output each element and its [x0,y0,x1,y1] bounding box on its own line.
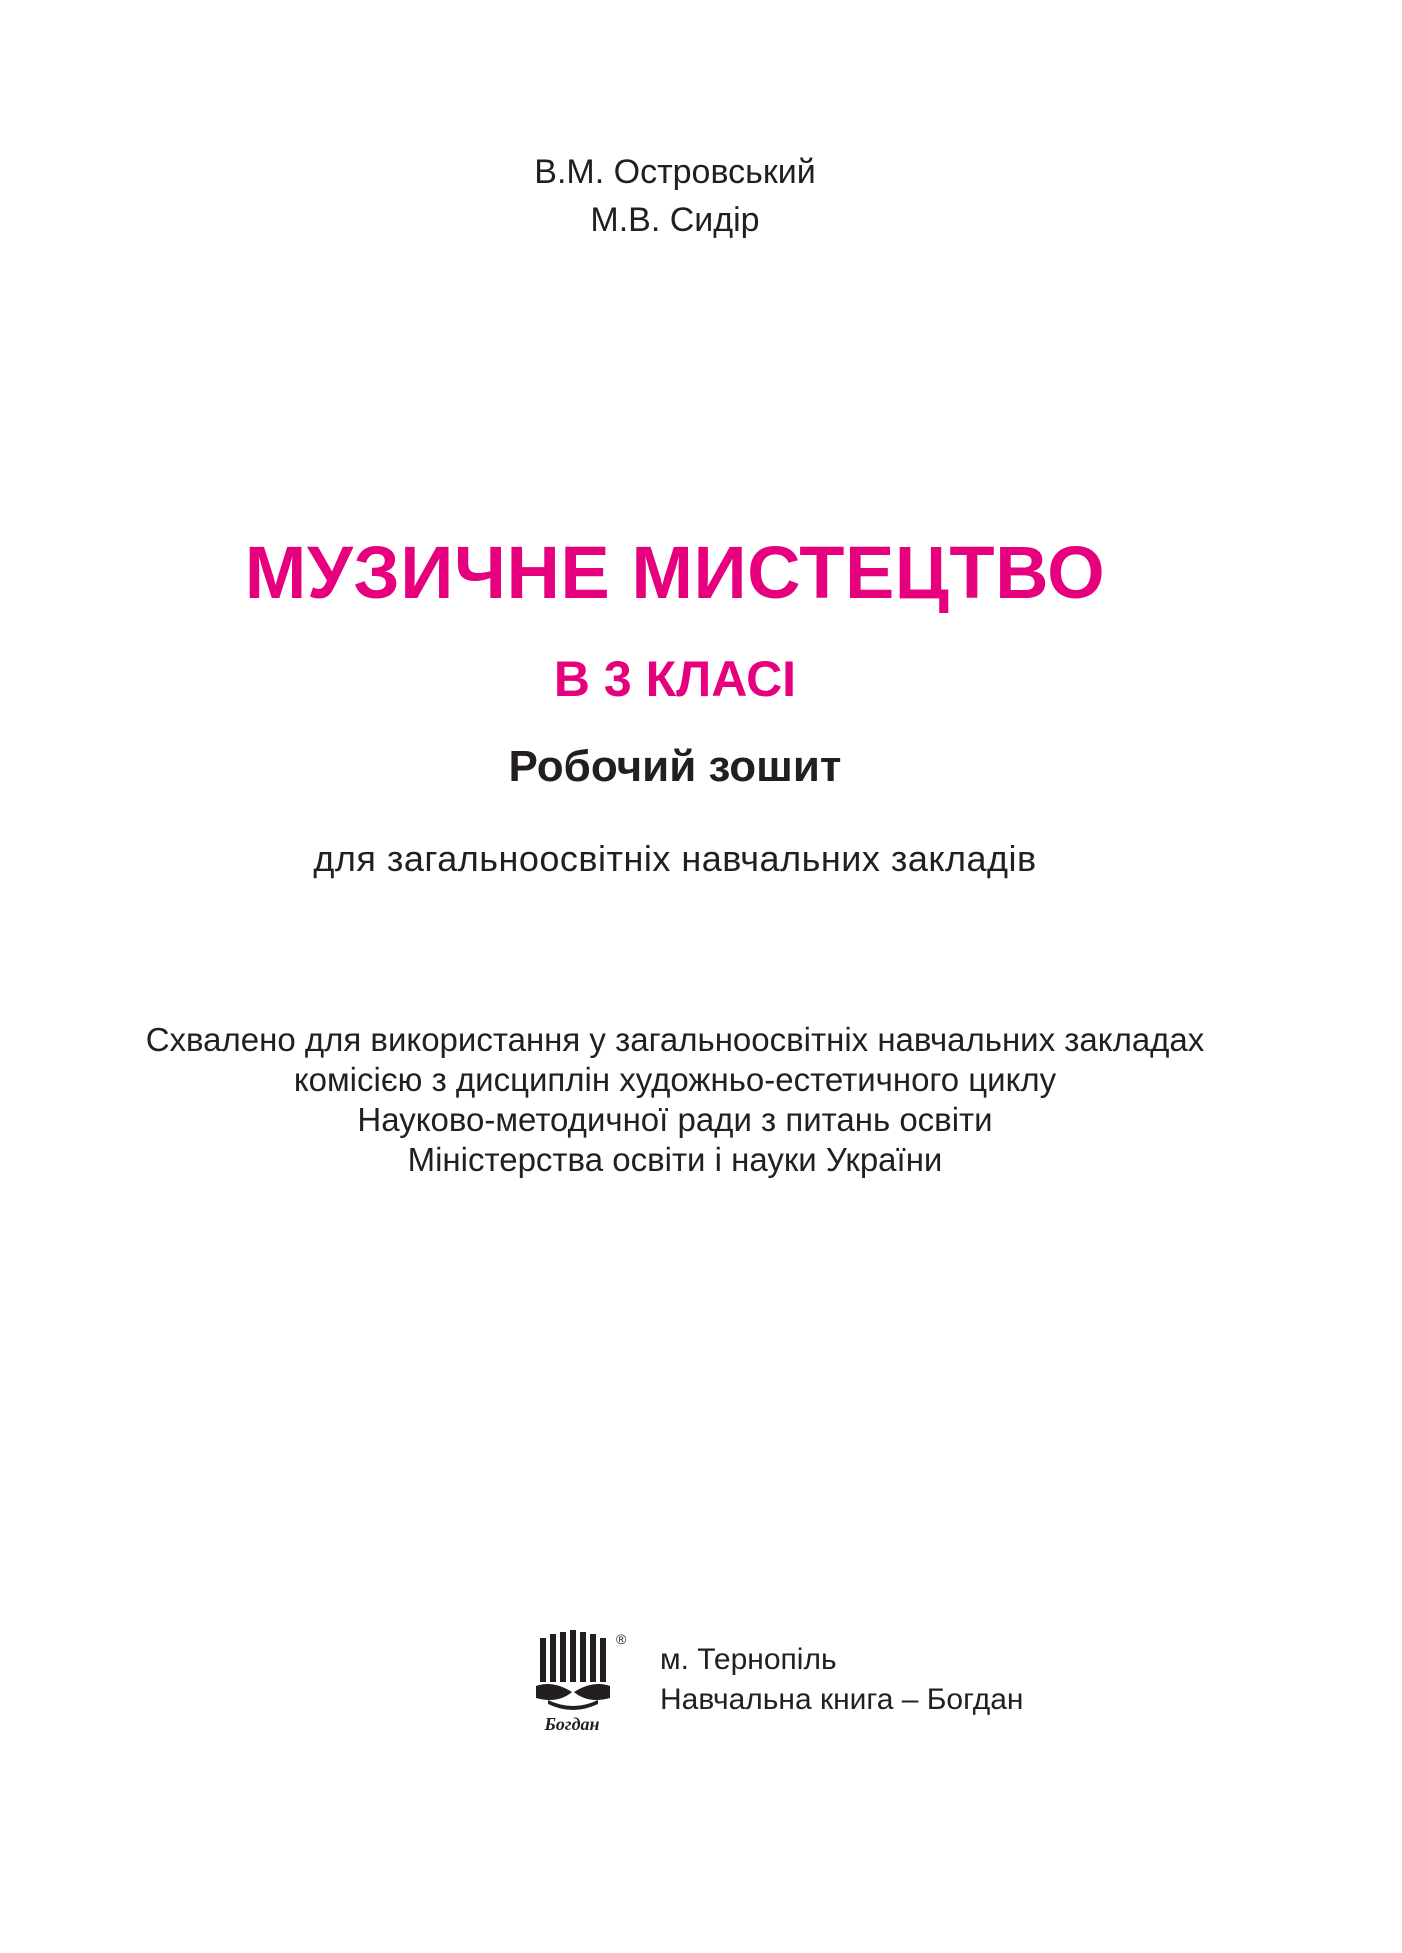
grade-label: В 3 КЛАСІ [553,651,797,707]
publisher-logo-text: Богдан [544,1714,600,1734]
publisher-city: м. Тернопіль [660,1643,837,1676]
approval-line-2: комісією з дисциплін художньо-естетичного циклу [293,1061,1057,1098]
registered-mark: ® [616,1631,627,1647]
authors-block [0,148,1350,244]
author-1: В.М. Островський [534,153,816,191]
approval-line-4: Міністерства освіти і науки України [407,1141,943,1178]
publisher-block [528,1630,1048,1740]
approval-statement [0,1020,1350,1180]
approval-line-3: Науково-методичної ради з питань освіти [357,1101,993,1138]
book-subtitle: Робочий зошит [508,742,842,791]
book-title: МУЗИЧНЕ МИСТЕЦТВО [244,531,1106,614]
publisher-logo-icon [528,1630,638,1740]
audience-line: для загальноосвітніх навчальних закладів [313,838,1037,879]
approval-line-1: Схвалено для використання у загальноосвітніх навчальних закладах [145,1021,1205,1058]
author-2: М.В. Сидір [590,201,760,239]
publisher-text [660,1640,1023,1720]
publisher-name: Навчальна книга – Богдан [660,1683,1024,1716]
